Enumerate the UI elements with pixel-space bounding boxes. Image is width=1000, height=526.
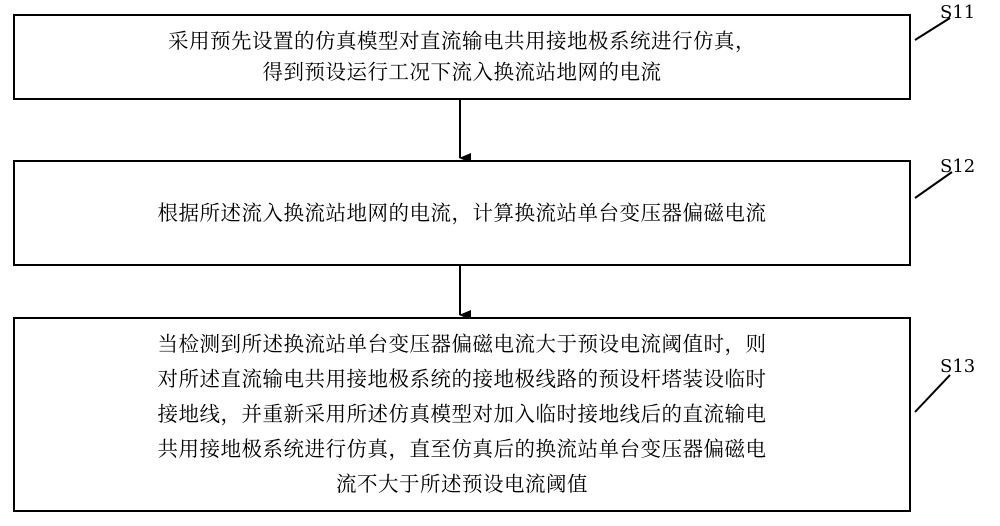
step-s13-text-line: 当检测到所述换流站单台变压器偏磁电流大于预设电流阈值时，则 bbox=[157, 332, 767, 356]
step-box-s11 bbox=[13, 14, 911, 100]
step-s13-text-line: 流不大于所述预设电流阈值 bbox=[336, 472, 588, 496]
step-box-s13 bbox=[13, 317, 911, 512]
step-s13-text-line: 对所述直流输电共用接地极系统的接地极线路的预设杆塔装设临时 bbox=[157, 367, 767, 391]
step-label-s12: S12 bbox=[940, 156, 976, 177]
step-box-s12 bbox=[13, 160, 911, 266]
leader-line-s13 bbox=[915, 375, 950, 412]
step-label-s11: S11 bbox=[940, 2, 976, 23]
step-s11-text-line: 采用预先设置的仿真模型对直流输电共用接地极系统进行仿真， bbox=[168, 29, 756, 53]
step-s12-text-line: 根据所述流入换流站地网的电流，计算换流站单台变压器偏磁电流 bbox=[157, 200, 767, 225]
step-label-s13: S13 bbox=[940, 356, 976, 377]
step-s11-text-line: 得到预设运行工况下流入换流站地网的电流 bbox=[262, 60, 662, 84]
step-s13-text-line: 接地线，并重新采用所述仿真模型对加入临时接地线后的直流输电 bbox=[157, 402, 767, 426]
step-s13-text-line: 共用接地极系统进行仿真，直至仿真后的换流站单台变压器偏磁电 bbox=[157, 437, 767, 461]
